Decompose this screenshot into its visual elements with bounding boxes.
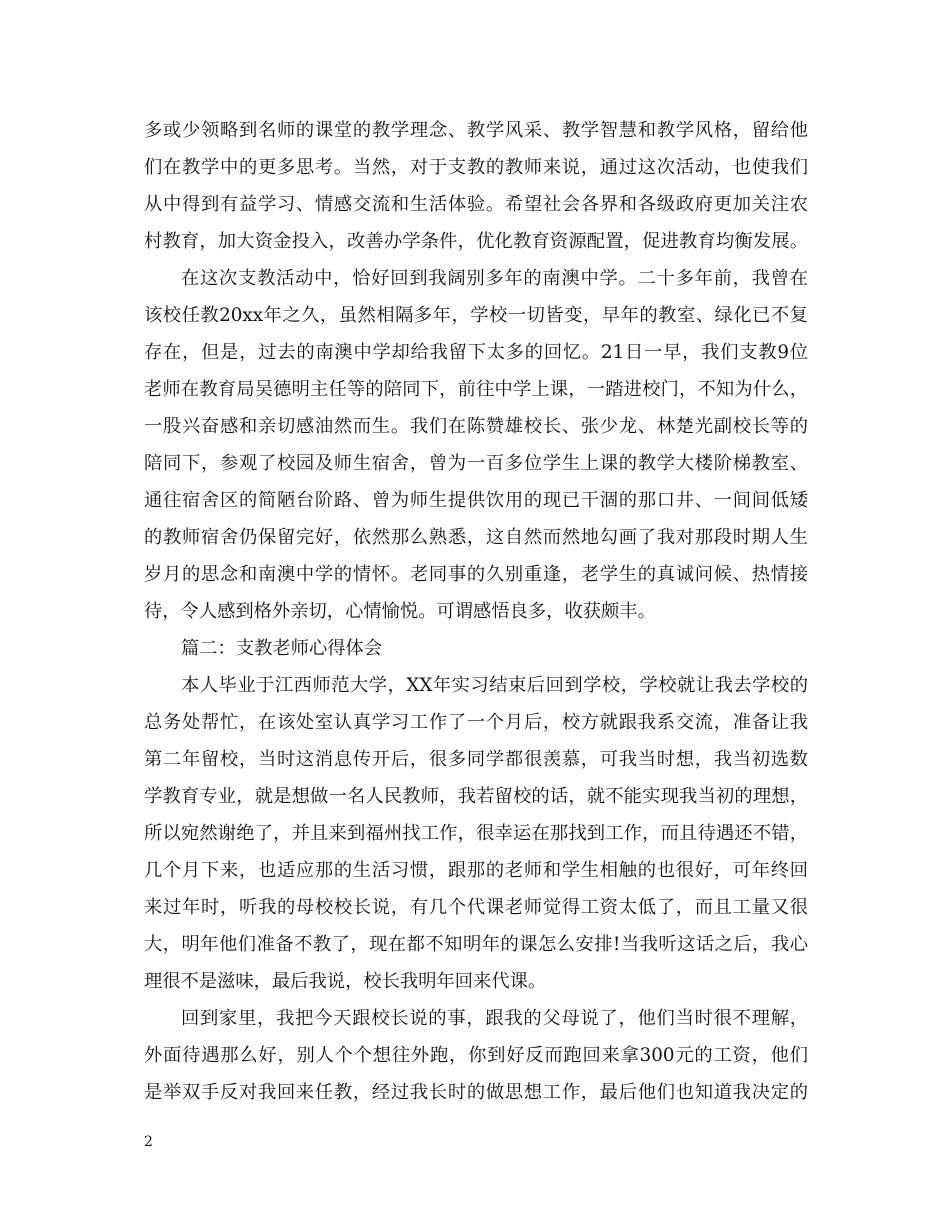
text-line: 该校任教20xx年之久，虽然相隔多年，学校一切皆变，早年的教室、绿化已不复	[144, 305, 808, 326]
text-line: 理很不是滋味，最后我说，校长我明年回来代课。	[144, 971, 547, 992]
section-heading: 篇二：支教老师心得体会	[181, 638, 383, 659]
text-line: 一股兴奋感和亲切感油然而生。我们在陈赞雄校长、张少龙、林楚光副校长等的	[144, 416, 808, 437]
text-line: 待，令人感到格外亲切，心情愉悦。可谓感悟良多，收获颇丰。	[144, 601, 656, 622]
page-number: 2	[144, 1134, 153, 1150]
paragraph-start-line: 本人毕业于江西师范大学，XX年实习结束后回到学校，学校就让我去学校的	[181, 675, 808, 696]
text-line: 们在教学中的更多思考。当然，对于支教的教师来说，通过这次活动，也使我们	[144, 157, 808, 178]
text-line: 外面待遇那么好，别人个个想往外跑，你到好反而跑回来拿300元的工资，他们	[144, 1045, 808, 1066]
text-line: 第二年留校，当时这消息传开后，很多同学都很羡慕，可我当时想，我当初选数	[144, 749, 808, 770]
text-line: 岁月的思念和南澳中学的情怀。老同事的久别重逢，老学生的真诚问候、热情接	[144, 564, 808, 585]
text-line: 是举双手反对我回来任教，经过我长时的做思想工作，最后他们也知道我决定的	[144, 1082, 808, 1103]
text-line: 总务处帮忙，在该处室认真学习工作了一个月后，校方就跟我系交流，准备让我	[144, 712, 808, 733]
body-text	[144, 112, 808, 1111]
paragraph-start-line: 在这次支教活动中，恰好回到我阔别多年的南澳中学。二十多年前，我曾在	[181, 268, 808, 289]
text-line: 的教师宿舍仍保留完好，依然那么熟悉，这自然而然地勾画了我对那段时期人生	[144, 527, 808, 548]
text-line: 通往宿舍区的简陋台阶路、曾为师生提供饮用的现已干涸的那口井、一间间低矮	[144, 490, 808, 511]
text-line: 大，明年他们准备不教了，现在都不知明年的课怎么安排!当我听这话之后，我心	[144, 934, 808, 955]
text-line: 来过年时，听我的母校校长说，有几个代课老师觉得工资太低了，而且工量又很	[144, 897, 808, 918]
text-line: 所以宛然谢绝了，并且来到福州找工作，很幸运在那找到工作，而且待遇还不错，	[144, 823, 808, 844]
text-line: 村教育，加大资金投入，改善办学条件，优化教育资源配置，促进教育均衡发展。	[144, 231, 808, 252]
text-line: 存在，但是，过去的南澳中学却给我留下太多的回忆。21日一早，我们支教9位	[144, 342, 808, 363]
text-line: 老师在教育局吴德明主任等的陪同下，前往中学上课，一踏进校门，不知为什么，	[144, 379, 808, 400]
text-line: 陪同下，参观了校园及师生宿舍，曾为一百多位学生上课的教学大楼阶梯教室、	[144, 453, 808, 474]
text-line: 从中得到有益学习、情感交流和生活体验。希望社会各界和各级政府更加关注农	[144, 194, 808, 215]
paragraph-start-line: 回到家里，我把今天跟校长说的事，跟我的父母说了，他们当时很不理解，	[181, 1008, 808, 1029]
text-line: 学教育专业，就是想做一名人民教师，我若留校的话，就不能实现我当初的理想，	[144, 786, 808, 807]
text-line: 几个月下来，也适应那的生活习惯，跟那的老师和学生相触的也很好，可年终回	[144, 860, 808, 881]
text-line: 多或少领略到名师的课堂的教学理念、教学风采、教学智慧和教学风格，留给他	[144, 120, 808, 141]
